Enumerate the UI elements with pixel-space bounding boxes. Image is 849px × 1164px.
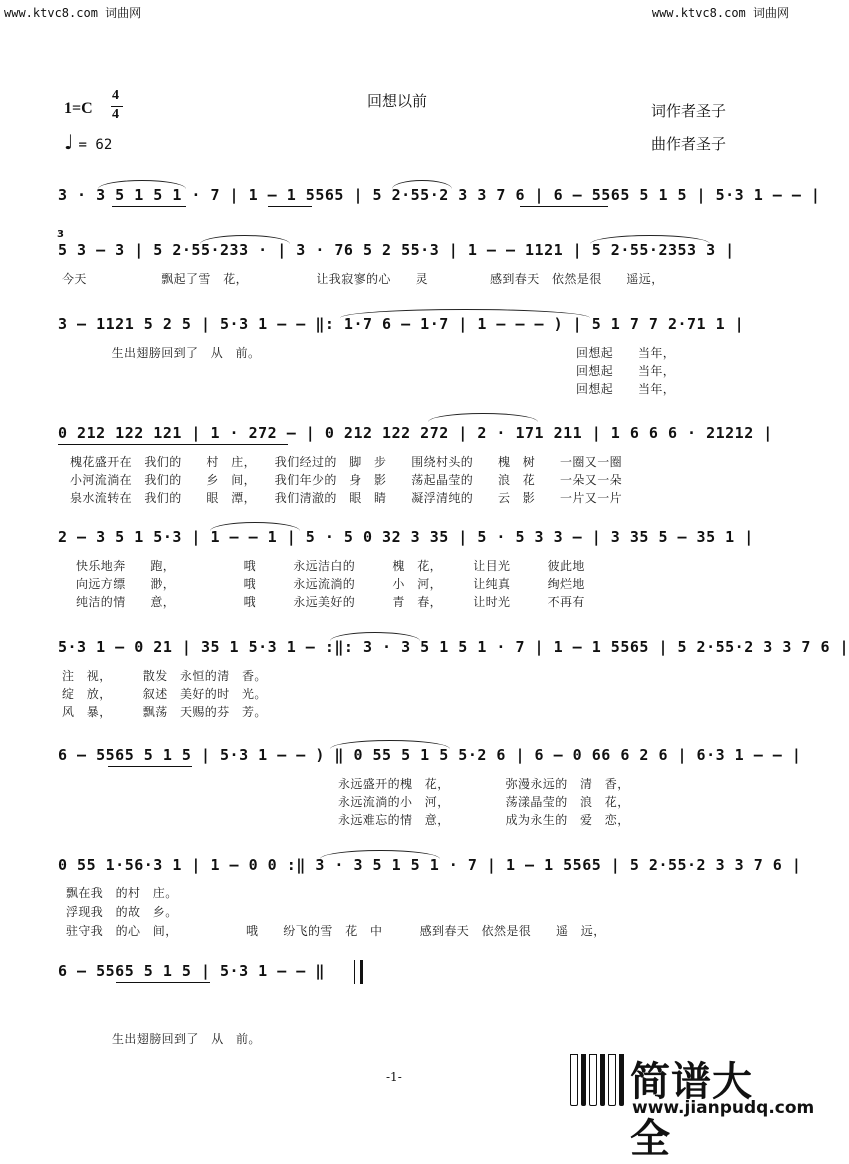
slur <box>320 850 440 859</box>
jianpudq-logo <box>568 1052 815 1162</box>
notation-line: 0 212 122 121 | 1 · 272 — | 0 212 122 272 | 2 · 171 211 | 1 6 6 6 · 21212 | <box>58 424 773 442</box>
logo-url: www.jianpudq.com <box>632 1098 815 1118</box>
site-watermark-left: www.ktvc8.com 词曲网 <box>4 6 142 20</box>
song-title: 回想以前 <box>367 92 428 110</box>
slur <box>210 522 300 531</box>
notation-line: 3 — 1121 5 2 5 | 5·3 1 — — ‖: 1·7 6 — 1·7 | 1 — — — ) | 5 1 7 7 2·71 1 | <box>58 315 745 333</box>
lyric-line: 回想起 当年， <box>576 364 676 378</box>
slur <box>330 740 450 749</box>
lyric-line: 永远难忘的情 意， 成为永生的 爱 恋， <box>338 813 630 827</box>
lyric-line: 飘在我 的村 庄。 <box>66 886 178 900</box>
lyric-line: 永远流淌的小 河， 荡漾晶莹的 浪 花， <box>338 795 630 809</box>
lyric-line: 小河流淌在 我们的 乡 间， 我们年少的 身 影 荡起晶莹的 浪 花 一朵又一朵 <box>70 473 623 487</box>
time-signature-bottom: 4 <box>112 107 119 122</box>
tempo-marking: ♩ = 62 <box>64 130 113 154</box>
time-signature-top: 4 <box>112 88 119 103</box>
lyric-line: 回想起 当年， <box>576 346 676 360</box>
lyricist-credit: 词作者圣子 <box>651 102 727 120</box>
logo-text: 简谱大全 <box>630 1059 753 1162</box>
notation-line: 0 55 1·56·3 1 | 1 — 0 0 :‖ 3 · 3 5 1 5 1 · 7 | 1 — 1 5565 | 5 2·55·2 3 3 7 6 | <box>58 856 802 874</box>
lyric-line: 今天 飘起了雪 花， 让我寂寥的心 灵 感到春天 依然是很 遥远， <box>62 272 664 286</box>
slur <box>200 235 290 244</box>
lyric-line: 生出翅膀回到了 从 前。 <box>62 346 261 360</box>
triplet-mark: 3 <box>57 229 64 240</box>
slur <box>590 235 710 244</box>
slur <box>428 413 538 422</box>
beam-underline <box>116 982 210 983</box>
slur <box>330 632 420 641</box>
slur <box>340 309 590 318</box>
beam-underline <box>268 206 312 207</box>
lyric-line: 回想起 当年， <box>576 382 676 396</box>
notation-line: 2 — 3 5 1 5·3 | 1 — — 1 | 5 · 5 0 32 3 35 | 5 · 5 3 3 — | 3 35 5 — 35 1 | <box>58 528 754 546</box>
site-watermark-right: www.ktvc8.com 词曲网 <box>651 6 789 20</box>
lyric-line: 驻守我 的心 间， 哦 纷飞的雪 花 中 感到春天 依然是很 遥 远， <box>66 924 606 938</box>
final-barline <box>354 960 363 984</box>
notation-line: 5 3 — 3 | 5 2·55·233 · | 3 · 76 5 2 55·3 | 1 — — 1121 | 5 2·55·2353 3 | <box>58 241 735 259</box>
beam-underline <box>112 206 186 207</box>
slur <box>98 180 186 189</box>
piano-keys-icon <box>570 1054 624 1106</box>
beam-underline <box>58 444 288 445</box>
quarter-note-icon: ♩ <box>64 130 74 154</box>
notation-line: 6 — 5565 5 1 5 | 5·3 1 — — ) ‖ 0 55 5 1 5 5·2 6 | 6 — 0 66 6 2 6 | 6·3 1 — — | <box>58 746 802 764</box>
lyric-line: 快乐地奔 跑， 哦 永远洁白的 槐 花， 让目光 彼此地 <box>76 559 585 573</box>
beam-underline <box>108 766 192 767</box>
page-number: -1- <box>386 1070 402 1084</box>
composer-credit: 曲作者圣子 <box>651 135 727 153</box>
lyric-line: 向远方缥 渺， 哦 永远流淌的 小 河， 让纯真 绚烂地 <box>76 577 585 591</box>
lyric-line: 泉水流转在 我们的 眼 潭， 我们清澈的 眼 睛 凝浮清纯的 云 影 一片又一片 <box>70 491 623 505</box>
lyric-line: 槐花盛开在 我们的 村 庄， 我们经过的 脚 步 围绕村头的 槐 树 一圈又一圈 <box>70 455 623 469</box>
lyric-line: 绽 放， 叙述 美好的时 光。 <box>62 687 267 701</box>
lyric-line: 浮现我 的故 乡。 <box>66 905 178 919</box>
lyric-line: 风 暴， 飘荡 天赐的芬 芳。 <box>62 705 267 719</box>
lyric-line: 永远盛开的槐 花， 弥漫永远的 清 香， <box>338 777 630 791</box>
slur <box>392 180 452 189</box>
notation-line: 3 · 3 5 1 5 1 · 7 | 1 — 1 5565 | 5 2·55·2 3 3 7 6 | 6 — 5565 5 1 5 | 5·3 1 — — | <box>58 186 821 204</box>
lyric-line: 注 视， 散发 永恒的清 香。 <box>62 669 267 683</box>
notation-line: 5·3 1 — 0 21 | 35 1 5·3 1 — :‖: 3 · 3 5 1 5 1 · 7 | 1 — 1 5565 | 5 2·55·2 3 3 7 6 | <box>58 638 849 656</box>
notation-line: 6 — 5565 5 1 5 | 5·3 1 — — ‖ <box>58 962 325 980</box>
key-signature: 1=C <box>64 100 93 117</box>
lyric-line: 纯洁的情 意， 哦 永远美好的 青 春， 让时光 不再有 <box>76 595 585 609</box>
lyric-line: 生出翅膀回到了 从 前。 <box>112 1032 261 1046</box>
beam-underline <box>520 206 608 207</box>
